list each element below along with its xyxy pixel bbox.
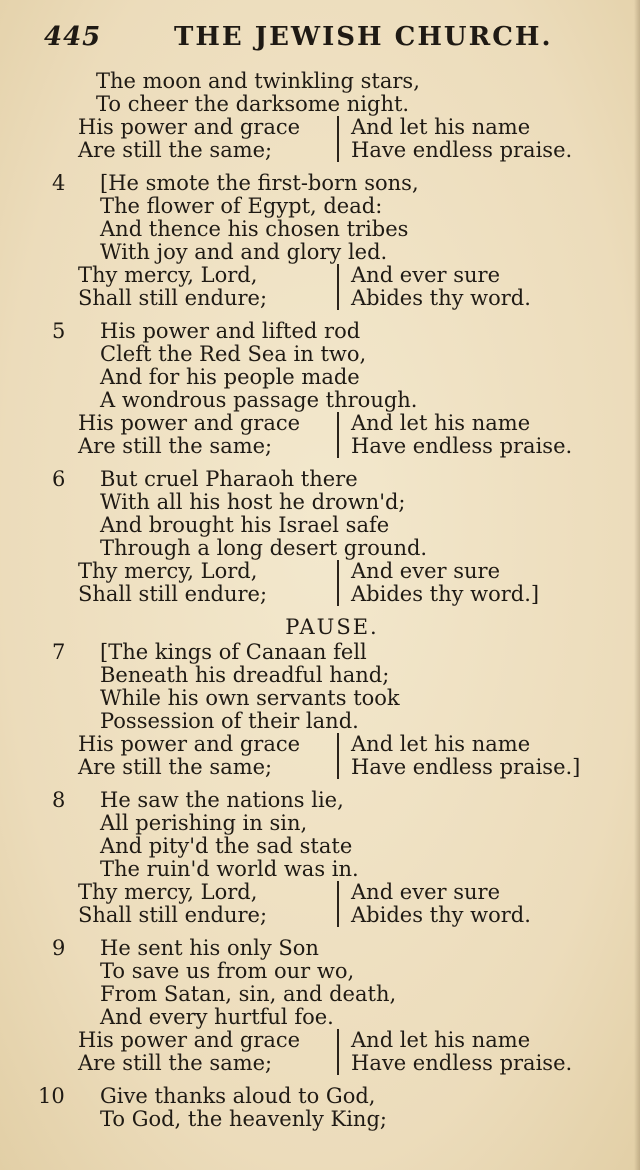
verse-line: He sent his only Son — [100, 936, 319, 960]
stanza — [52, 70, 602, 162]
stanza — [52, 172, 602, 310]
hymn-text — [38, 69, 602, 1131]
verse-line: To cheer the darksome night. — [96, 92, 410, 116]
verse-line: And every hurtful foe. — [100, 1005, 334, 1029]
refrain-line: And ever sure — [351, 880, 501, 904]
refrain-line: And let his name — [351, 411, 531, 435]
verse-line: From Satan, sin, and death, — [100, 982, 397, 1006]
verse-line: Cleft the Red Sea in two, — [100, 342, 367, 366]
stanza — [52, 937, 602, 1075]
verse-line: The moon and twinkling stars, — [96, 69, 420, 93]
verse-line: And pity'd the sad state — [100, 834, 353, 858]
refrain — [52, 733, 602, 779]
refrain — [52, 560, 602, 606]
verse-line: [He smote the first-born sons, — [100, 171, 419, 195]
refrain-line: And let his name — [351, 1028, 531, 1052]
verse-line: All perishing in sin, — [100, 811, 308, 835]
verse-line: To save us from our wo, — [100, 959, 355, 983]
refrain-line: And let his name — [351, 115, 531, 139]
refrain-line: Abides thy word. — [351, 903, 531, 927]
refrain-line: Are still the same; — [78, 755, 273, 779]
refrain — [52, 1029, 602, 1075]
refrain-line: Thy mercy, Lord, — [78, 263, 258, 287]
verse-line: To God, the heavenly King; — [100, 1107, 387, 1131]
stanza — [52, 320, 602, 458]
page-number: 445 — [44, 22, 102, 52]
refrain-line: His power and grace — [78, 1028, 301, 1052]
refrain-line: Shall still endure; — [78, 582, 268, 606]
verse-line: The flower of Egypt, dead: — [100, 194, 383, 218]
refrain-line: Are still the same; — [78, 434, 273, 458]
verse-line: While his own servants took — [100, 686, 400, 710]
verse-line: [The kings of Canaan fell — [100, 640, 367, 664]
refrain-line: Have endless praise.] — [351, 755, 581, 779]
verse-line: A wondrous passage through. — [100, 388, 418, 412]
stanza-number: 8 — [52, 788, 66, 812]
refrain-line: His power and grace — [78, 115, 301, 139]
stanza-number: 6 — [52, 467, 66, 491]
running-title: THE JEWISH CHURCH. — [174, 22, 553, 52]
stanza-number: 7 — [52, 640, 66, 664]
refrain-line: Are still the same; — [78, 138, 273, 162]
verse-line: Give thanks aloud to God, — [100, 1084, 376, 1108]
refrain-line: His power and grace — [78, 732, 301, 756]
section-heading-pause: PAUSE. — [285, 615, 379, 639]
refrain-line: And let his name — [351, 732, 531, 756]
stanza — [38, 1084, 602, 1131]
verse-line: He saw the nations lie, — [100, 788, 344, 812]
stanza — [52, 468, 602, 606]
refrain — [52, 412, 602, 458]
stanza — [52, 789, 602, 927]
verse-line: His power and lifted rod — [100, 319, 361, 343]
verse-line: Through a long desert ground. — [100, 536, 428, 560]
verse-line: With all his host he drown'd; — [100, 490, 406, 514]
verse-line: Possession of their land. — [100, 709, 359, 733]
stanza-number: 10 — [38, 1084, 65, 1108]
verse-line: With joy and and glory led. — [100, 240, 388, 264]
refrain — [52, 881, 602, 927]
stanza — [52, 641, 602, 779]
refrain-line: And ever sure — [351, 559, 501, 583]
refrain-line: Have endless praise. — [351, 434, 573, 458]
verse-line: And thence his chosen tribes — [100, 217, 409, 241]
verse-line: And brought his Israel safe — [100, 513, 390, 537]
verse-line: But cruel Pharaoh there — [100, 467, 358, 491]
refrain-line: Have endless praise. — [351, 138, 573, 162]
verse-line: And for his people made — [100, 365, 360, 389]
page-edge-shadow — [634, 0, 640, 1170]
stanza-number: 9 — [52, 936, 66, 960]
refrain-line: Thy mercy, Lord, — [78, 880, 258, 904]
refrain — [52, 264, 602, 310]
refrain-line: Have endless praise. — [351, 1051, 573, 1075]
refrain-line: His power and grace — [78, 411, 301, 435]
refrain-line: Are still the same; — [78, 1051, 273, 1075]
verse-line: Beneath his dreadful hand; — [100, 663, 390, 687]
refrain-line: Shall still endure; — [78, 286, 268, 310]
refrain-line: Abides thy word. — [351, 286, 531, 310]
refrain-line: Thy mercy, Lord, — [78, 559, 258, 583]
refrain — [52, 116, 602, 162]
refrain-line: Abides thy word.] — [351, 582, 540, 606]
verse-line: The ruin'd world was in. — [100, 857, 359, 881]
stanza-number: 4 — [52, 171, 66, 195]
refrain-line: And ever sure — [351, 263, 501, 287]
stanza-number: 5 — [52, 319, 66, 343]
refrain-line: Shall still endure; — [78, 903, 268, 927]
running-header — [44, 22, 604, 62]
